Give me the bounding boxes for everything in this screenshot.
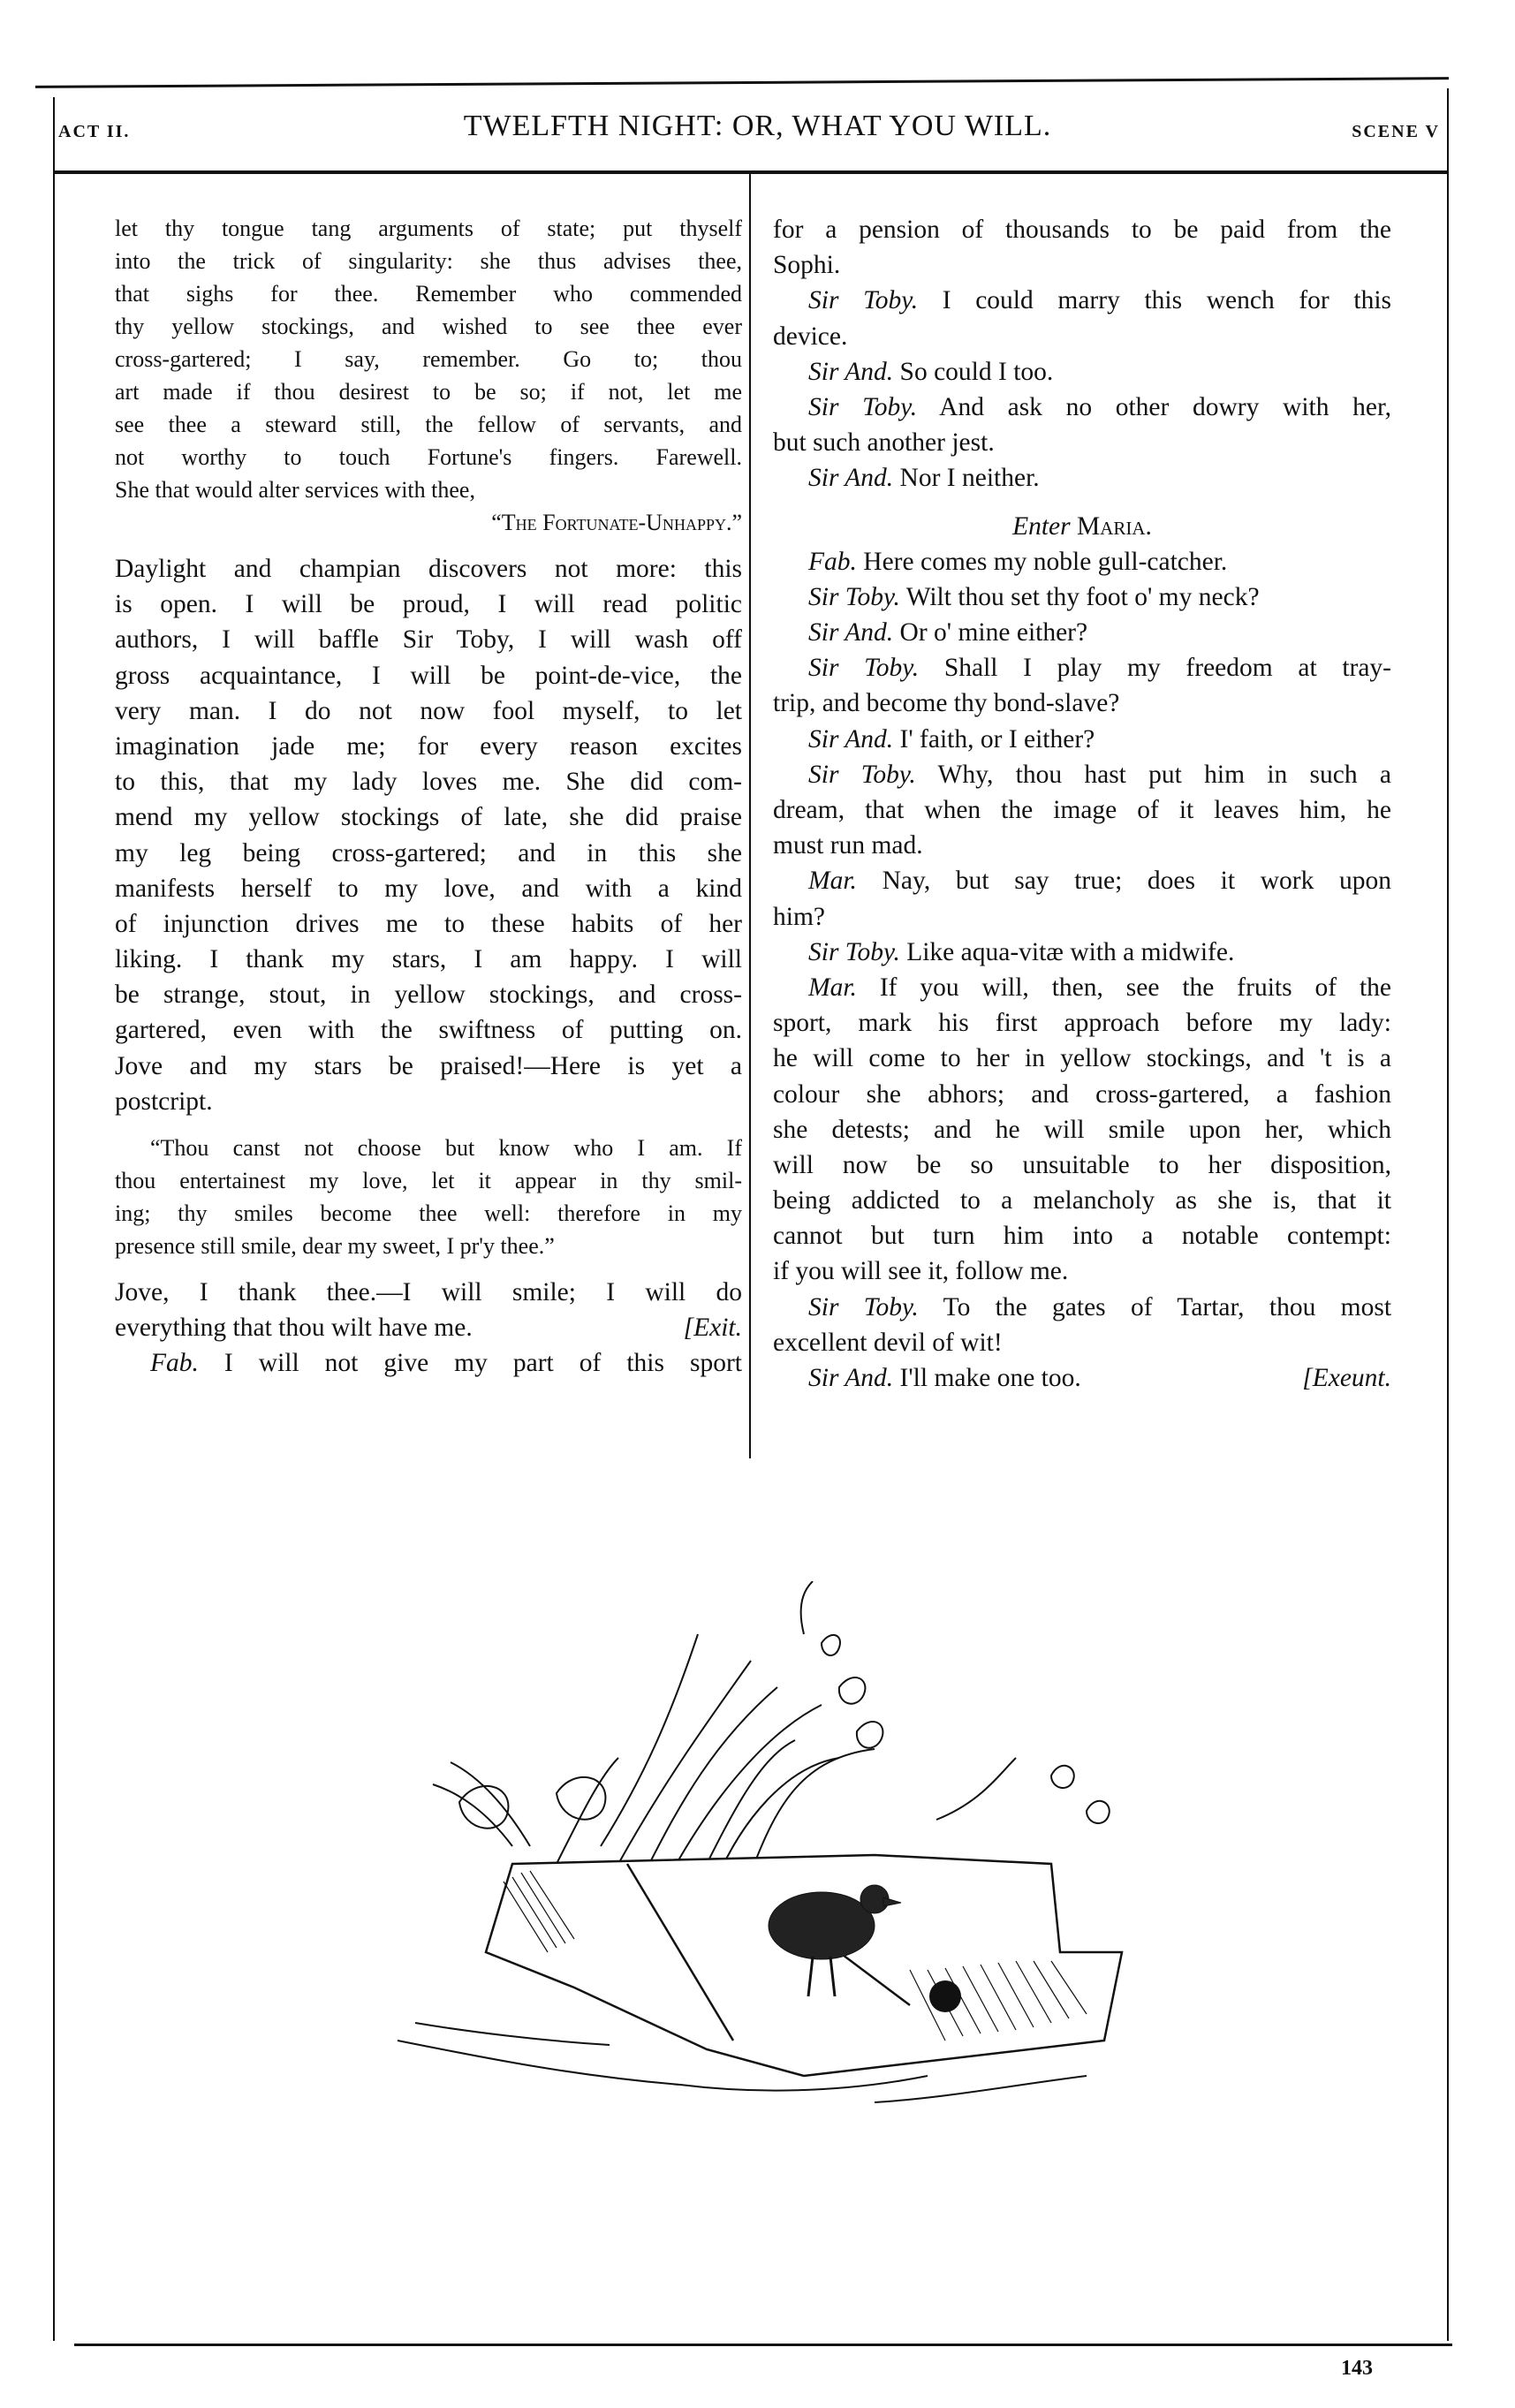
header-rule [55,170,1449,174]
postscript-line: ing; thy smiles become thee well: therefore in my [115,1200,742,1226]
stage-direction-exit: [Exit. [683,1314,742,1343]
dialogue-text: Wilt thou set thy foot o' my neck? [905,582,1260,611]
speech-line: my leg being cross-gartered; and in this she [115,838,742,867]
column-divider [749,173,751,1458]
stage-direction-character: Maria. [1076,511,1152,541]
speech-line: Jove and my stars be praised!—Here is yet a [115,1051,742,1080]
running-head-title: TWELFTH NIGHT: OR, WHAT YOU WILL. [463,110,1052,142]
letter-line: let thy tongue tang arguments of state; put thyself [115,216,742,241]
dialogue-text: So could I too. [899,357,1054,386]
dialogue-line [773,863,1391,898]
stage-direction-exeunt: [Exeunt. [1302,1364,1391,1392]
dialogue-text: colour she abhors; and cross-gartered, a fashion [773,1079,1391,1109]
dialogue-text: Like aqua-vitæ with a midwife. [906,937,1235,966]
speech-line: is open. I will be proud, I will read politic [115,590,742,619]
dialogue-line [773,1325,1391,1360]
dialogue-line [773,1253,1391,1289]
dialogue-text: he will come to her in yellow stockings, and 't is a [773,1044,1391,1073]
dialogue-text: I' faith, or I either? [899,724,1095,753]
dialogue-text: sport, mark his first approach before my lady: [773,1009,1391,1038]
speaker-name: Sir Toby. [808,582,900,611]
speech-line: authors, I will baffle Sir Toby, I will wash off [115,625,742,655]
dialogue-line [773,319,1391,354]
dialogue-line [773,792,1391,828]
postscript-line: presence still smile, dear my sweet, I pr'y thee.” [115,1233,555,1259]
speech-line: Daylight and champian discovers not more: this [115,555,742,583]
dialogue-line [773,1290,1391,1325]
speaker-name: Sir And. [808,464,894,493]
dialogue-line [773,579,1391,615]
speaker-name: Sir Toby. [808,654,920,683]
dialogue-text: being addicted to a melancholy as she is, that it [773,1186,1391,1215]
speech-line: everything that thou wilt have me. [115,1314,473,1343]
dialogue-block-1 [773,283,1391,496]
speech-line: liking. I thank my stars, I am happy. I will [115,945,742,974]
speech-line: very man. I do not now fool myself, to let [115,696,742,725]
speech-line: manifests herself to my love, and with a kind [115,874,742,903]
dialogue-text: Or o' mine either? [899,618,1088,647]
speaker-name: Fab. [150,1349,199,1378]
speaker-name: Sir And. [808,357,894,386]
dialogue-text: And ask no other dowry with her, [939,392,1391,421]
speech-line: mend my yellow stockings of late, she did praise [115,803,742,832]
letter-line: thy yellow stockings, and wished to see thee ever [115,314,742,339]
dialogue-text: Why, thou hast put him in such a [937,760,1392,789]
letter-line: She that would alter services with thee, [115,477,475,503]
letter-line: not worthy to touch Fortune's fingers. Farewell. [115,444,742,470]
running-head-scene: SCENE V [1352,122,1440,141]
speech-line: postcript. [115,1087,213,1116]
dialogue-text: device. [773,322,848,351]
dialogue-text: must run mad. [773,831,923,860]
fab-speech-line [115,1345,742,1381]
stage-direction-enter [773,509,1391,544]
dialogue-line [773,425,1391,460]
speech-line-with-exit [115,1310,742,1345]
dialogue-text: I will not give my part of this sport [223,1349,742,1378]
left-column [115,212,742,1382]
speaker-name: Mar. [808,973,857,1002]
right-column [773,212,1391,1396]
dialogue-line [773,650,1391,685]
dialogue-line [773,283,1391,318]
dialogue-text: excellent devil of wit! [773,1328,1003,1357]
dialogue-text: I'll make one too. [899,1364,1081,1392]
dialogue-text: To the gates of Tartar, thou most [943,1292,1392,1321]
dialogue-line [773,354,1391,390]
speech-line: to this, that my lady loves me. She did com- [115,768,742,797]
grass-and-flowers [433,1581,1110,1882]
dialogue-text: dream, that when the image of it leaves him, he [773,796,1391,824]
right-border [1447,88,1449,2341]
dialogue-line [773,1183,1391,1218]
speaker-name: Sir Toby. [808,286,919,315]
speaker-name: Sir And. [808,618,894,647]
speech-line: gross acquaintance, I will be point-de-vice, the [115,661,742,690]
running-head-act: ACT II. [58,122,131,141]
dialogue-text: I could marry this wench for this [942,286,1392,315]
continued-line: for a pension of thousands to be paid from the [773,216,1391,244]
dialogue-content [808,1360,1081,1396]
dialogue-text: will now be so unsuitable to her disposition, [773,1150,1391,1179]
postscript-line: thou entertainest my love, let it appear in thy smil- [115,1168,742,1193]
stage-direction-verb: Enter [1012,511,1071,541]
dialogue-line [773,615,1391,650]
dialogue-line [773,757,1391,792]
top-rule [35,77,1449,88]
letter-line: art made if thou desirest to be so; if not, let me [115,379,742,405]
dialogue-text: Nay, but say true; does it work upon [882,867,1392,896]
dialogue-line [773,1041,1391,1076]
dialogue-text: Here comes my noble gull-catcher. [863,547,1228,576]
dialogue-text: him? [773,902,825,931]
speech-line: be strange, stout, in yellow stockings, and cross- [115,981,742,1010]
dialogue-line [773,899,1391,935]
speech-line: Jove, I thank thee.—I will smile; I will do [115,1278,742,1306]
dialogue-text: cannot but turn him into a notable contempt: [773,1222,1391,1251]
malvolio-speech [115,551,742,1119]
dialogue-block-2 [773,544,1391,1397]
dialogue-line [773,935,1391,970]
left-border [53,97,55,2341]
engraving-illustration [380,1581,1175,2147]
speaker-name: Sir Toby. [808,392,918,421]
dialogue-text: but such another jest. [773,428,995,458]
letter-text [115,212,742,539]
dialogue-line [773,1077,1391,1112]
dialogue-text: she detests; and he will smile upon her, which [773,1115,1391,1144]
page-number: 143 [1341,2357,1373,2380]
letter-line: into the trick of singularity: she thus advises thee, [115,248,742,274]
letter-line: that sighs for thee. Remember who commended [115,281,742,307]
letter-signature: “The Fortunate-Unhappy.” [491,510,742,535]
dialogue-text: If you will, then, see the fruits of the [879,973,1391,1002]
letter-line: cross-gartered; I say, remember. Go to; thou [115,346,742,372]
speaker-name: Sir Toby. [808,1292,919,1321]
continued-line: Sophi. [773,251,841,280]
bottom-rule [74,2344,1452,2346]
postscript-text [115,1132,742,1262]
letter-line: see thee a steward still, the fellow of servants, and [115,412,742,437]
speech-line: imagination jade me; for every reason excites [115,731,742,761]
dialogue-line [773,685,1391,721]
dialogue-line [773,460,1391,496]
speaker-name: Sir And. [808,1364,894,1392]
dialogue-line [773,544,1391,579]
closing-speech [115,1275,742,1382]
speaker-name: Sir Toby. [808,937,900,966]
speech-line: of injunction drives me to these habits of her [115,909,742,938]
dialogue-line [773,390,1391,425]
dialogue-line [773,1218,1391,1253]
dialogue-line [773,1147,1391,1183]
speech-line: gartered, even with the swiftness of putting on. [115,1016,742,1045]
dialogue-line [773,828,1391,863]
dialogue-text: trip, and become thy bond-slave? [773,689,1120,718]
speaker-name: Sir And. [808,724,894,753]
speaker-name: Sir Toby. [808,760,916,789]
dialogue-text: Nor I neither. [899,464,1040,493]
speaker-name: Fab. [808,547,857,576]
dialogue-text: Shall I play my freedom at tray- [943,654,1392,683]
dialogue-line [773,1360,1391,1396]
speaker-name: Mar. [808,867,857,896]
postscript-line: “Thou canst not choose but know who I am. If [150,1135,742,1161]
wax-seal [929,1980,961,2012]
dialogue-text: if you will see it, follow me. [773,1257,1069,1286]
dialogue-line [773,970,1391,1005]
dialogue-line [773,1005,1391,1041]
dialogue-line [773,722,1391,757]
dialogue-line [773,1112,1391,1147]
